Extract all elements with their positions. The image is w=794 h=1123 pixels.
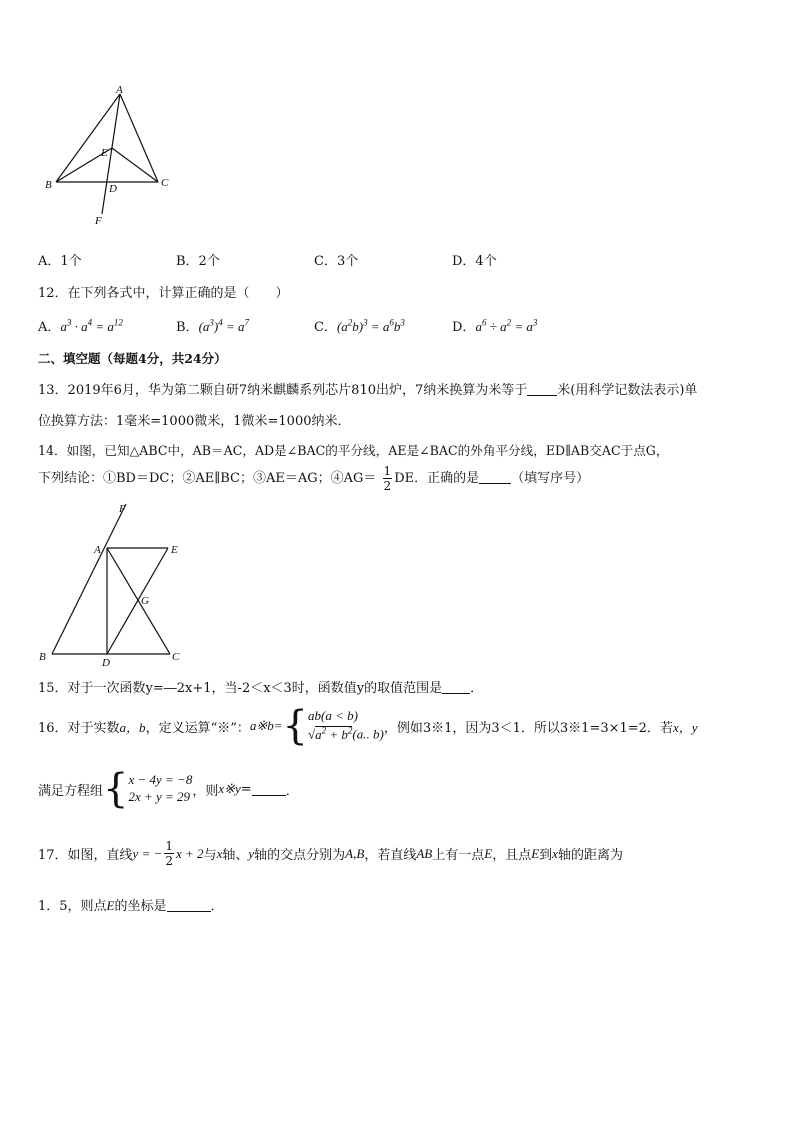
q16-definition: a※b= bbox=[249, 718, 283, 733]
q14-frac-num: 1 bbox=[383, 464, 392, 478]
q11-option-b: B．2个 bbox=[176, 254, 220, 269]
q12-option-a: A．$a^3 \cdot a^4 = a^{12}$ bbox=[38, 317, 123, 335]
q11-option-d: D．4个 bbox=[452, 254, 497, 269]
q17-text-g: ，且点 bbox=[492, 848, 532, 863]
q17-y-axis: y bbox=[248, 845, 255, 861]
section-2-title: 二、填空题（每题4分，共24分） bbox=[38, 351, 227, 366]
q14-line-2 bbox=[38, 465, 589, 492]
q17-text-a: 17．如图，直线 bbox=[38, 848, 133, 863]
q15-text-a: 15．对于一次函数y=―2x+1，当-2＜x＜3时，函数值y的取值范围是 bbox=[38, 681, 443, 696]
q17-line-ab: AB bbox=[416, 845, 433, 861]
q15-text-b: ． bbox=[470, 681, 484, 696]
q15-answer-blank[interactable] bbox=[442, 681, 470, 694]
label-C: C bbox=[161, 177, 169, 189]
label-A: A bbox=[116, 84, 123, 96]
label-B: B bbox=[45, 179, 52, 191]
q14-line-1: 14．如图，已知△ABC中，AB＝AC，AD是∠BAC的平分线，AE是∠BAC的外角平分线，ED∥AB交AC于点G， bbox=[38, 443, 669, 458]
q16-case-1: ab(a < b) bbox=[307, 708, 358, 724]
q17-text-b: 与 bbox=[203, 848, 217, 863]
q16-xy: x，y bbox=[672, 719, 698, 735]
q12-option-d-prefix: D． bbox=[452, 320, 476, 335]
q11-option-c: C．3个 bbox=[314, 254, 359, 269]
label-C: C bbox=[172, 651, 180, 663]
q17-point-e-3: E bbox=[106, 898, 115, 913]
label-G: G bbox=[141, 595, 149, 607]
q16-text-b: ，定义运算“※”： bbox=[145, 720, 250, 736]
q17-frac-num: 1 bbox=[165, 839, 174, 853]
label-D: D bbox=[109, 183, 117, 195]
label-F: F bbox=[119, 503, 126, 515]
label-E: E bbox=[101, 147, 108, 159]
q11-option-a: A．1个 bbox=[38, 254, 82, 269]
q16-line-1 bbox=[38, 703, 698, 749]
q16-line2-d: ． bbox=[285, 783, 299, 799]
q16-ab: a，b bbox=[119, 719, 146, 735]
q16-cases bbox=[308, 708, 384, 743]
q16-eq-2: 2x + y = 29 bbox=[128, 789, 191, 804]
q16-text-a: 16．对于实数 bbox=[38, 720, 120, 736]
q14-frac-den: 2 bbox=[383, 479, 392, 493]
q17-text-i: 轴的距离为 bbox=[557, 848, 623, 863]
q12-option-b: B．$(a^3)^4 = a^7$ bbox=[176, 317, 250, 335]
q17-point-e-2: E bbox=[531, 845, 540, 861]
q17-answer-blank[interactable] bbox=[167, 899, 211, 912]
label-E: E bbox=[171, 544, 178, 556]
q13-text-a: 13．2019年6月，华为第二颗自研7纳米麒麟系列芯片810出炉，7纳米换算为米等于 bbox=[38, 383, 528, 398]
q12-option-a-prefix: A． bbox=[38, 320, 61, 335]
q12-option-b-prefix: B． bbox=[176, 320, 199, 335]
q17-line2-a: 1．5，则点 bbox=[38, 899, 107, 914]
q17-point-e: E bbox=[484, 845, 493, 861]
q17-x-axis-2: x bbox=[552, 845, 558, 861]
q14-text-b: DE．正确的是 bbox=[394, 471, 480, 486]
q16-text-c: ，例如3※1，因为3＜1．所以3※1=3×1=2．若 bbox=[383, 720, 673, 736]
q16-brace: { bbox=[282, 703, 308, 749]
q12-option-c: C．$(a^2b)^3 = a^6b^3$ bbox=[314, 317, 405, 335]
label-A: A bbox=[94, 544, 101, 556]
label-D: D bbox=[102, 657, 110, 668]
q12-stem: 12．在下列各式中，计算正确的是（ ） bbox=[38, 286, 289, 301]
q16-line-2 bbox=[38, 766, 299, 812]
q14-text-a: 下列结论：①BD＝DC；②AE∥BC；③AE＝AG；④AG＝ bbox=[38, 471, 377, 486]
q13-line-2: 位换算方法：1毫米=1000微米，1微米=1000纳米． bbox=[38, 414, 351, 429]
q16-line2-a: 满足方程组 bbox=[38, 783, 104, 799]
q13-line-1 bbox=[38, 379, 697, 398]
q17-line2-c: ． bbox=[210, 899, 224, 914]
q17-line-2 bbox=[38, 895, 224, 914]
q16-line2-b: ，则 bbox=[192, 783, 219, 799]
q17-fraction bbox=[164, 840, 174, 867]
q16-line2-c: = bbox=[240, 781, 252, 797]
q17-text-f: 上有一点 bbox=[432, 848, 485, 863]
q15-line bbox=[38, 677, 483, 696]
q17-y-eq: y = − bbox=[132, 845, 163, 861]
q14-fraction bbox=[383, 465, 393, 492]
q17-points-ab: A,B bbox=[345, 845, 365, 861]
q12-option-c-prefix: C． bbox=[314, 320, 337, 335]
q16-system bbox=[128, 772, 192, 806]
q16-system-brace: { bbox=[103, 766, 129, 812]
q17-text-d: 轴的交点分别为 bbox=[254, 848, 346, 863]
q17-line-1 bbox=[38, 840, 623, 867]
q17-x-part: x + 2 bbox=[176, 845, 204, 861]
q17-text-e: ，若直线 bbox=[364, 848, 417, 863]
q16-answer-blank[interactable] bbox=[252, 783, 286, 796]
q17-text-h: 到 bbox=[539, 848, 553, 863]
q16-eq-1: x − 4y = −8 bbox=[128, 772, 193, 788]
q16-xsy: x※y bbox=[218, 781, 241, 796]
q17-text-c: 轴、 bbox=[222, 848, 249, 863]
q12-option-d: D．$a^6 \div a^2 = a^3$ bbox=[452, 317, 538, 335]
triangle-figure-1 bbox=[36, 84, 186, 224]
q14-text-c: （填写序号） bbox=[511, 471, 590, 486]
triangle-figure-2 bbox=[34, 500, 194, 668]
q17-line2-b: 的坐标是 bbox=[114, 899, 167, 914]
q13-answer-blank[interactable] bbox=[527, 383, 557, 396]
label-F: F bbox=[95, 215, 102, 224]
label-B: B bbox=[39, 651, 46, 663]
q14-answer-blank[interactable] bbox=[479, 471, 511, 484]
q17-frac-den: 2 bbox=[165, 854, 174, 868]
q16-case-2: $√a^2 + b^2(a$.. b) bbox=[307, 725, 384, 742]
q13-text-b: 米(用科学记数法表示)单 bbox=[557, 383, 698, 398]
q17-x-axis: x bbox=[216, 845, 223, 861]
